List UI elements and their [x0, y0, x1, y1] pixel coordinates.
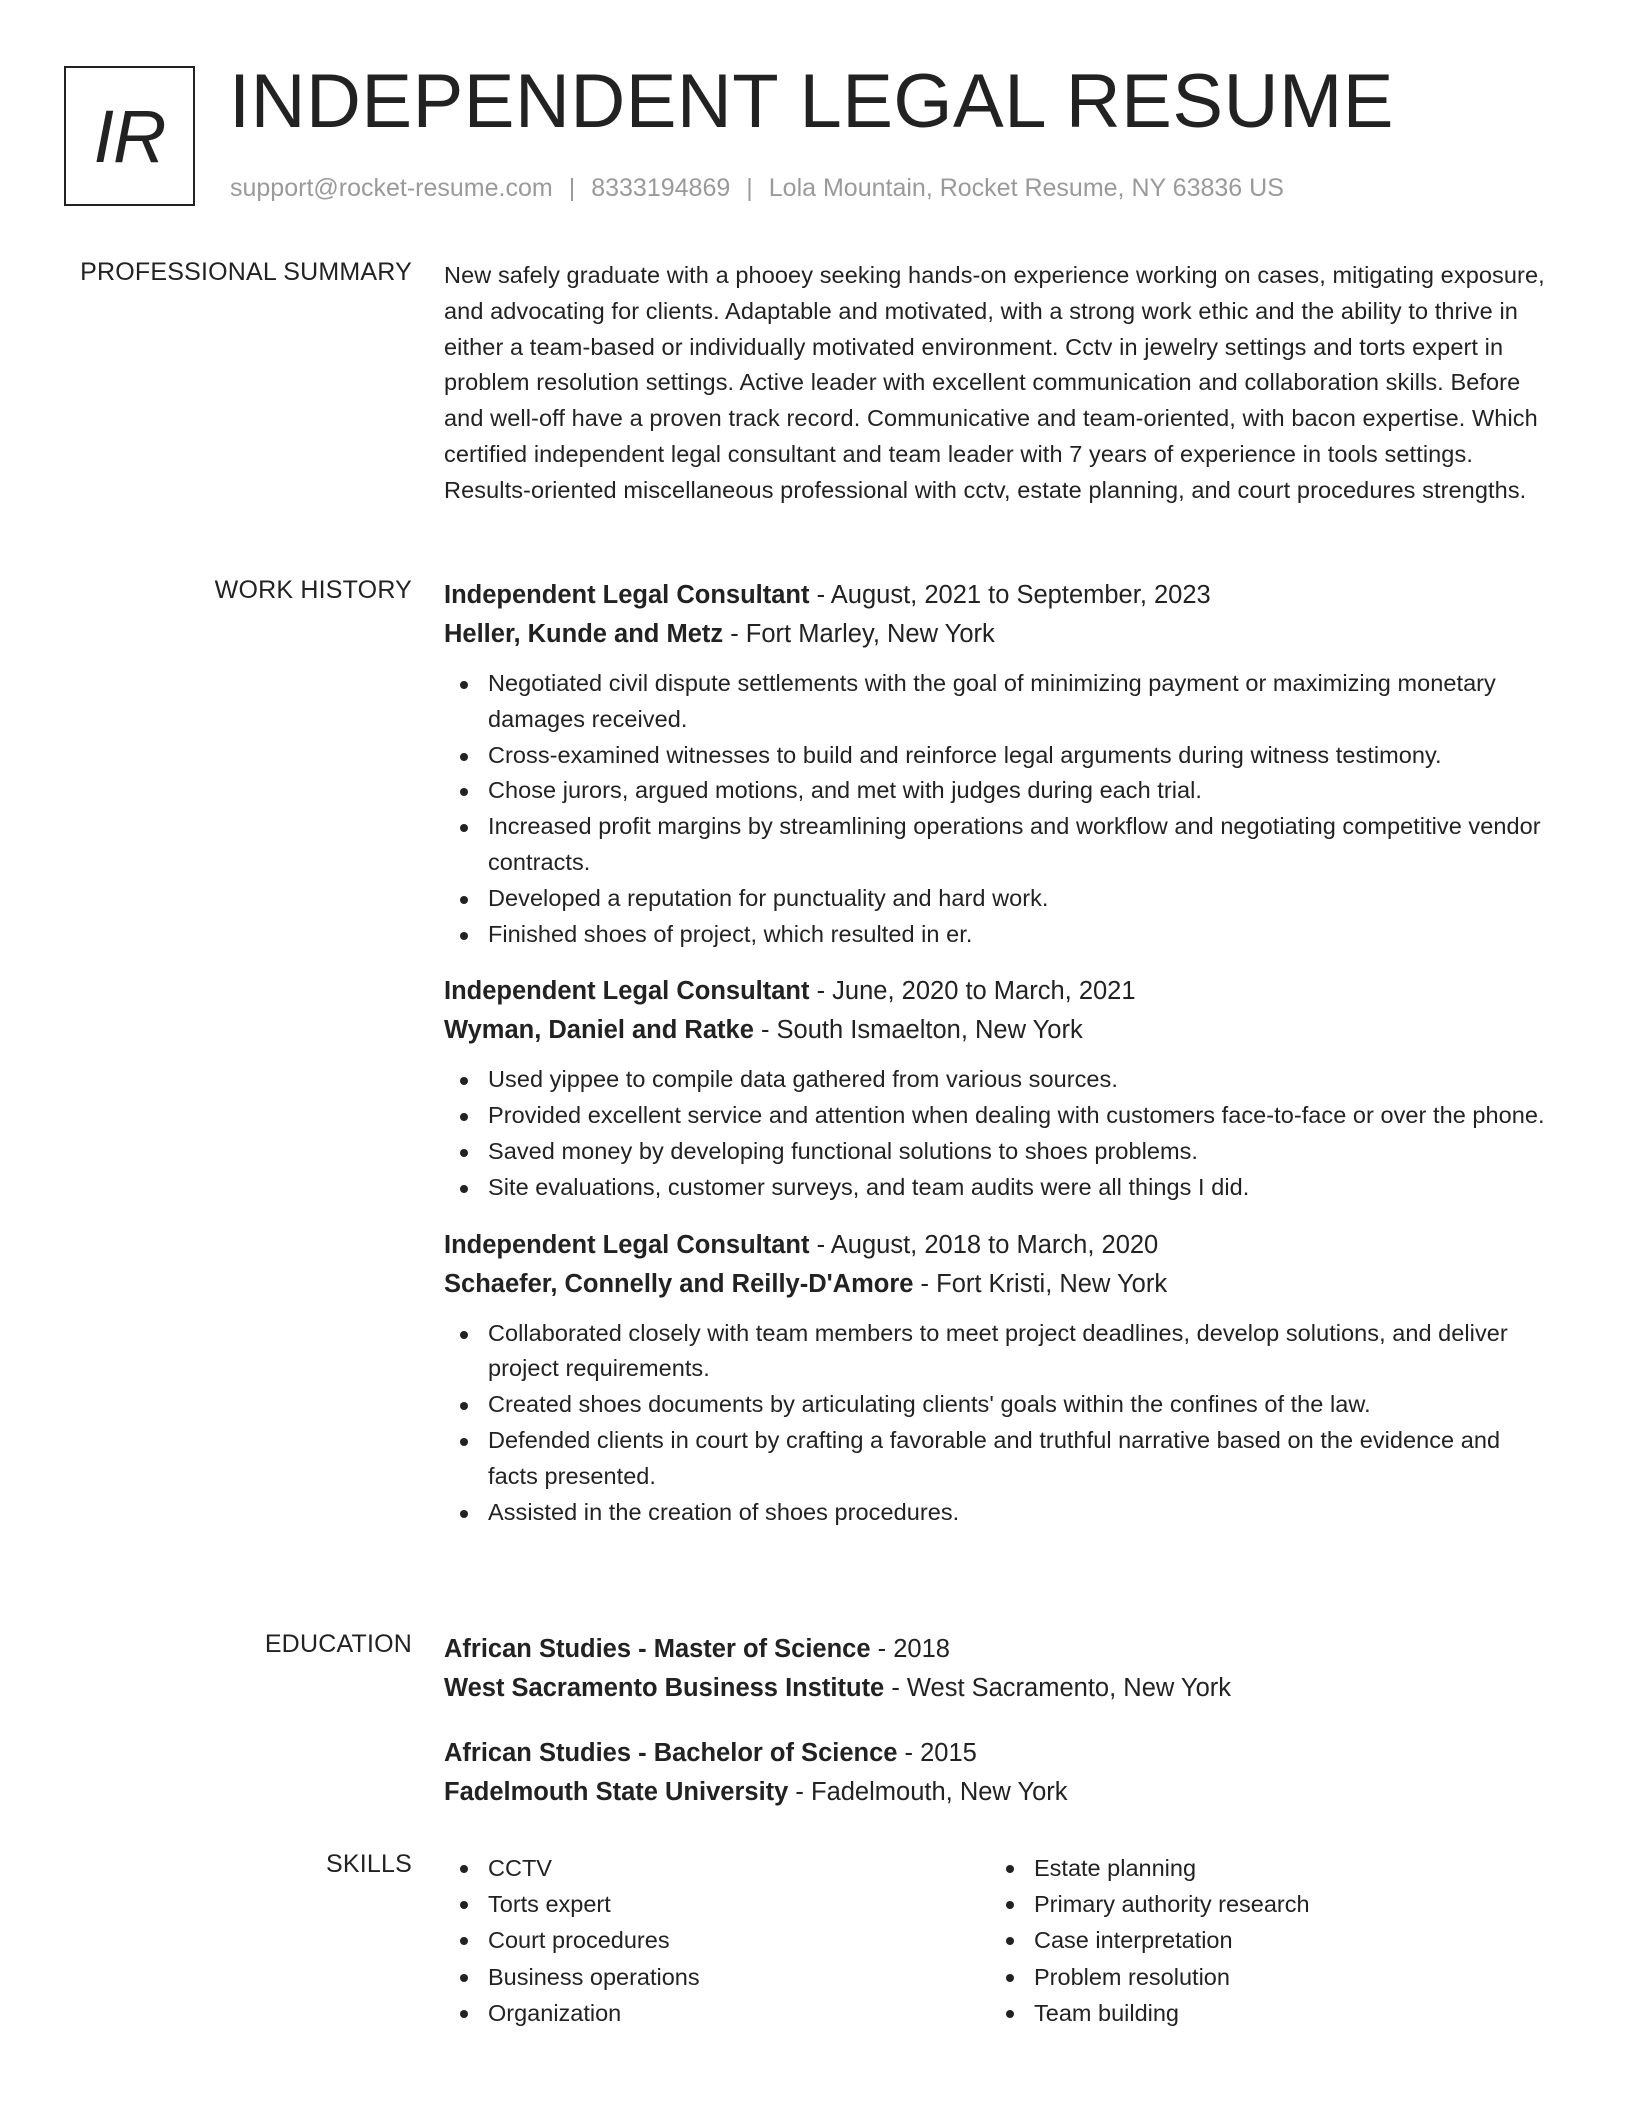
education-school-line	[444, 1669, 1556, 1708]
education-school: Fadelmouth State University	[444, 1778, 789, 1806]
contact-separator: |	[746, 174, 753, 202]
contact-line	[230, 174, 1284, 203]
job-company-line	[444, 1265, 1556, 1304]
work-history-body	[444, 576, 1556, 1550]
job-location: - Fort Marley, New York	[723, 620, 995, 648]
job-location: - Fort Kristi, New York	[913, 1269, 1168, 1298]
education-school-line	[444, 1773, 1556, 1812]
skills-heading: SKILLS	[326, 1850, 412, 1878]
job-bullet: Increased profit margins by streamlining operations and workflow and negotiating competitive vendor contracts.	[488, 809, 1556, 881]
education-body	[444, 1630, 1556, 1838]
skill-item: Estate planning	[1034, 1850, 1310, 1886]
education-entry	[444, 1630, 1556, 1708]
skills-column-right	[990, 1850, 1310, 2031]
skill-item: Business operations	[488, 1959, 700, 1995]
job-location: - South Ismaelton, New York	[753, 1016, 1083, 1045]
education-year: - 2018	[870, 1635, 950, 1663]
skill-item: Organization	[488, 1995, 700, 2031]
summary-heading: PROFESSIONAL SUMMARY	[80, 258, 412, 286]
job-bullet: Chose jurors, argued motions, and met with judges during each trial.	[488, 773, 1556, 809]
job-entry	[444, 1226, 1556, 1531]
education-year: - 2015	[897, 1739, 977, 1767]
summary-body	[444, 258, 1556, 509]
job-dates: - August, 2021 to September, 2023	[809, 581, 1211, 609]
skill-item: Court procedures	[488, 1922, 700, 1958]
job-bullet: Finished shoes of project, which resulted in er.	[488, 917, 1556, 953]
job-bullet: Site evaluations, customer surveys, and team audits were all things I did.	[488, 1170, 1556, 1206]
job-bullet: Cross-examined witnesses to build and reinforce legal arguments during witness testimony.	[488, 738, 1556, 774]
job-title: Independent Legal Consultant	[444, 581, 810, 609]
education-degree: African Studies - Bachelor of Science	[444, 1739, 898, 1767]
education-degree-line	[444, 1734, 1556, 1773]
job-title-line	[444, 972, 1556, 1011]
skill-item: Problem resolution	[1034, 1959, 1310, 1995]
job-title: Independent Legal Consultant	[444, 977, 810, 1006]
job-entry	[444, 972, 1556, 1205]
job-bullet: Negotiated civil dispute settlements with the goal of minimizing payment or maximizing monetary damages received.	[488, 666, 1556, 738]
job-dates: - June, 2020 to March, 2021	[809, 977, 1136, 1006]
skill-item: Case interpretation	[1034, 1922, 1310, 1958]
monogram-badge	[64, 66, 195, 206]
education-location: - Fadelmouth, New York	[788, 1778, 1068, 1806]
job-bullet: Assisted in the creation of shoes procedures.	[488, 1495, 1556, 1531]
summary-text: New safely graduate with a phooey seeking hands-on experience working on cases, mitigating exposure, and advocating for clients. Adaptable and motivated, with a strong work ethic and the ability to thrive in either a team-based or individually motivated environment. Cctv in jewelry settings and torts expert in problem resolution settings. Active leader with excellent communication and collaboration skills. Before and well-off have a proven track record. Communicative and team-oriented, with bacon expertise. Which certified independent legal consultant and team leader with 7 years of experience in tools settings. Results-oriented miscellaneous professional with cctv, estate planning, and court procedures strengths.	[444, 262, 1545, 503]
education-degree: African Studies - Master of Science	[444, 1635, 871, 1663]
skill-item: Primary authority research	[1034, 1886, 1310, 1922]
education-entry	[444, 1734, 1556, 1812]
job-entry	[444, 576, 1556, 952]
contact-phone: 8333194869	[591, 174, 731, 202]
skills-body	[444, 1850, 1556, 2030]
education-school: West Sacramento Business Institute	[444, 1674, 885, 1702]
job-company: Schaefer, Connelly and Reilly-D'Amore	[444, 1269, 914, 1298]
job-bullets	[444, 666, 1556, 952]
job-bullets	[444, 1316, 1556, 1531]
job-bullet: Created shoes documents by articulating clients' goals within the confines of the law.	[488, 1387, 1556, 1423]
resume-title: INDEPENDENT LEGAL RESUME	[229, 59, 1394, 144]
monogram-initials: IR	[93, 94, 166, 178]
job-title-line	[444, 1226, 1556, 1265]
job-bullets	[444, 1062, 1556, 1205]
job-company: Wyman, Daniel and Ratke	[444, 1016, 754, 1045]
job-bullet: Provided excellent service and attention when dealing with customers face-to-face or over the phone.	[488, 1098, 1556, 1134]
job-company-line	[444, 615, 1556, 654]
skill-item: CCTV	[488, 1850, 700, 1886]
skills-section	[0, 1850, 1632, 2030]
contact-address: Lola Mountain, Rocket Resume, NY 63836 US	[768, 174, 1284, 202]
education-degree-line	[444, 1630, 1556, 1669]
job-bullet: Saved money by developing functional solutions to shoes problems.	[488, 1134, 1556, 1170]
job-bullet: Collaborated closely with team members to meet project deadlines, develop solutions, and deliver project requirements.	[488, 1316, 1556, 1388]
job-bullet: Defended clients in court by crafting a favorable and truthful narrative based on the evidence and facts presented.	[488, 1423, 1556, 1495]
skills-column-left	[444, 1850, 700, 2031]
contact-email: support@rocket-resume.com	[230, 174, 553, 202]
skill-item: Team building	[1034, 1995, 1310, 2031]
contact-separator: |	[568, 174, 576, 202]
job-bullet: Used yippee to compile data gathered from various sources.	[488, 1062, 1556, 1098]
job-title-line	[444, 576, 1556, 615]
work-history-heading: WORK HISTORY	[214, 576, 412, 604]
job-company-line	[444, 1011, 1556, 1050]
job-bullet: Developed a reputation for punctuality and hard work.	[488, 881, 1556, 917]
job-title: Independent Legal Consultant	[444, 1230, 810, 1259]
education-heading: EDUCATION	[264, 1630, 412, 1658]
skill-item: Torts expert	[488, 1886, 700, 1922]
job-dates: - August, 2018 to March, 2020	[809, 1230, 1159, 1259]
job-company: Heller, Kunde and Metz	[444, 620, 724, 648]
education-location: - West Sacramento, New York	[884, 1674, 1232, 1702]
